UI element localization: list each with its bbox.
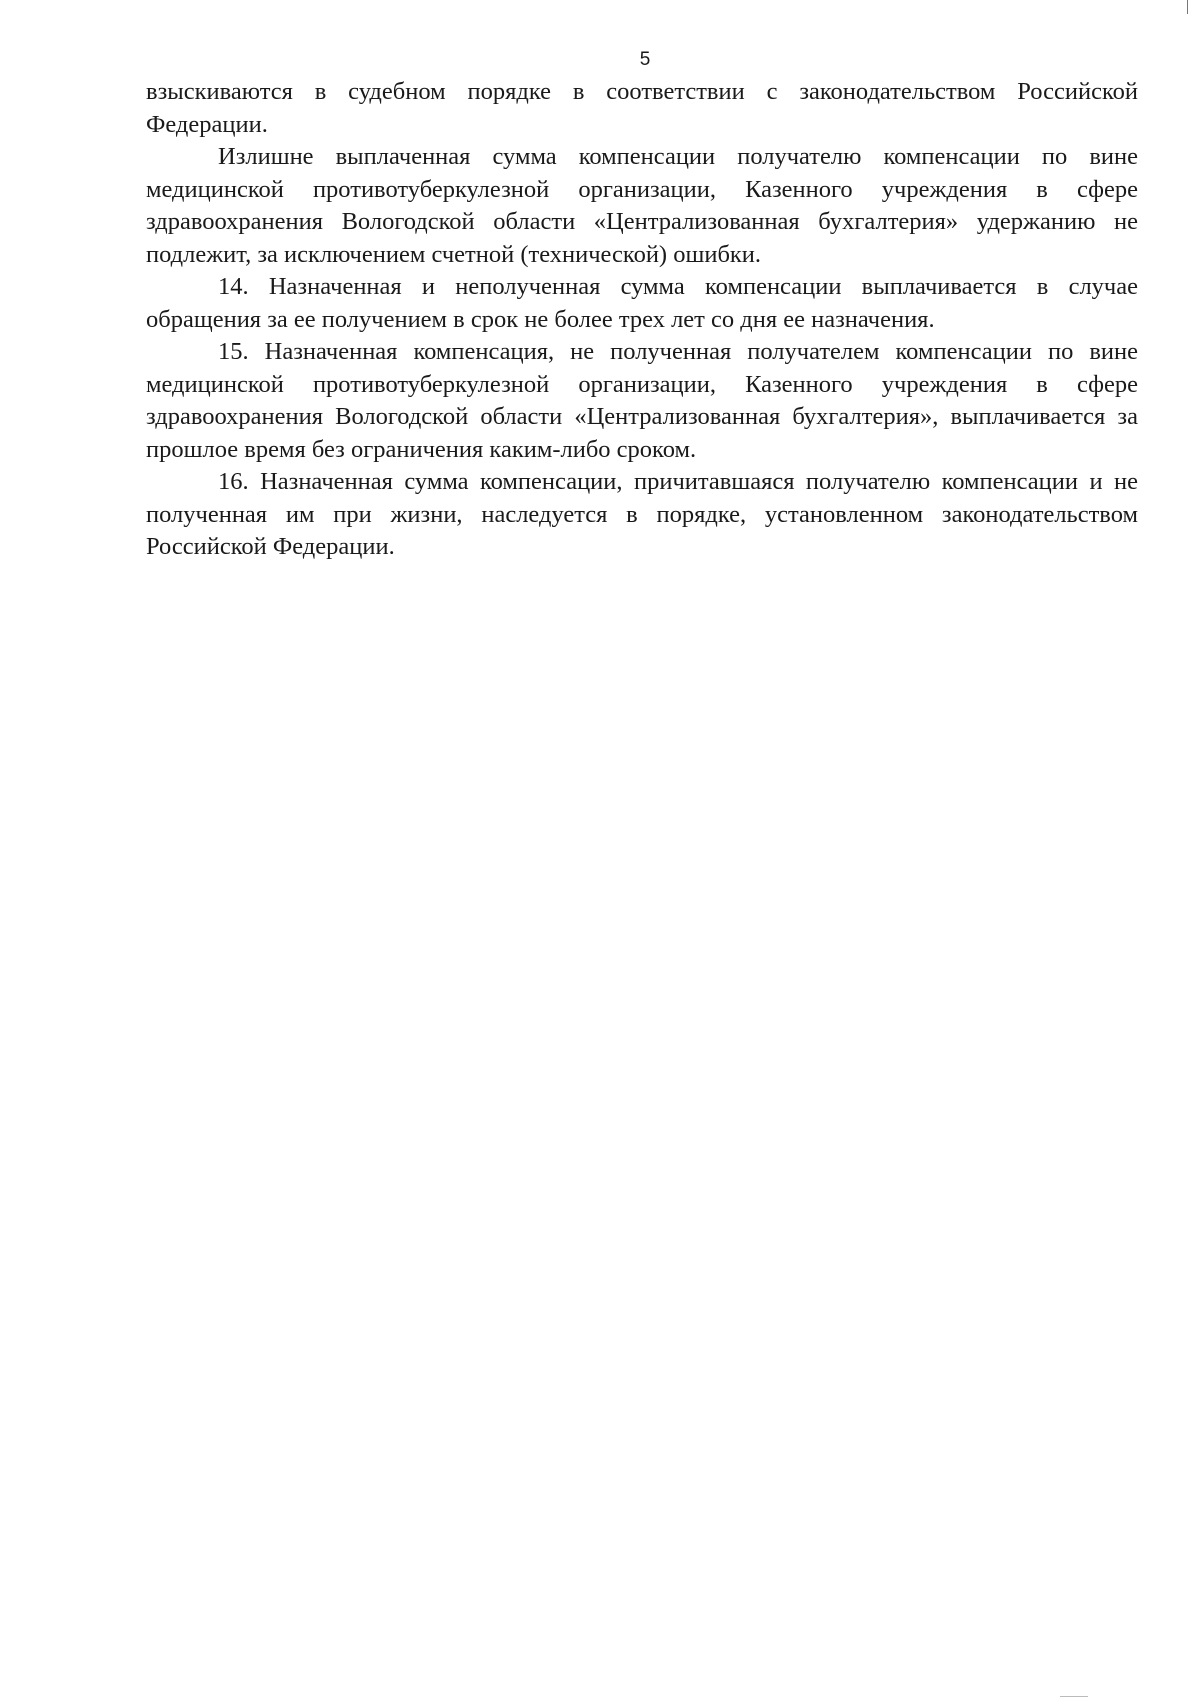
paragraph-item-16: 16. Назначенная сумма компенсации, причитавшаяся получателю компенсации и не полученная им при жизни, наследуется в порядке, установленном законодательством Российской Федерации.	[146, 468, 1138, 560]
paragraph-item-14: 14. Назначенная и неполученная сумма компенсации выплачивается в случае обращения за ее получением в срок не более трех лет со дня ее назначения.	[146, 273, 1138, 333]
scan-edge-mark	[1187, 0, 1188, 14]
paragraph-overpayment: Излишне выплаченная сумма компенсации получателю компенсации по вине медицинской противотуберкулезной организации, Казенного учреждения в сфере здравоохранения Вологодской области «Централизованная бухгалтерия» удержанию не подлежит, за исключением счетной (технической) ошибки.	[146, 143, 1138, 268]
page-number: 5	[639, 49, 651, 70]
document-body	[146, 76, 1138, 564]
paragraph-continuation: взыскиваются в судебном порядке в соответствии с законодательством Российской Федерации.	[146, 78, 1138, 138]
paragraph-item-15: 15. Назначенная компенсация, не полученная получателем компенсации по вине медицинской противотуберкулезной организации, Казенного учреждения в сфере здравоохранения Вологодской области «Централизованная бухгалтерия», выплачивается за прошлое время без ограничения каким-либо сроком.	[146, 338, 1138, 463]
